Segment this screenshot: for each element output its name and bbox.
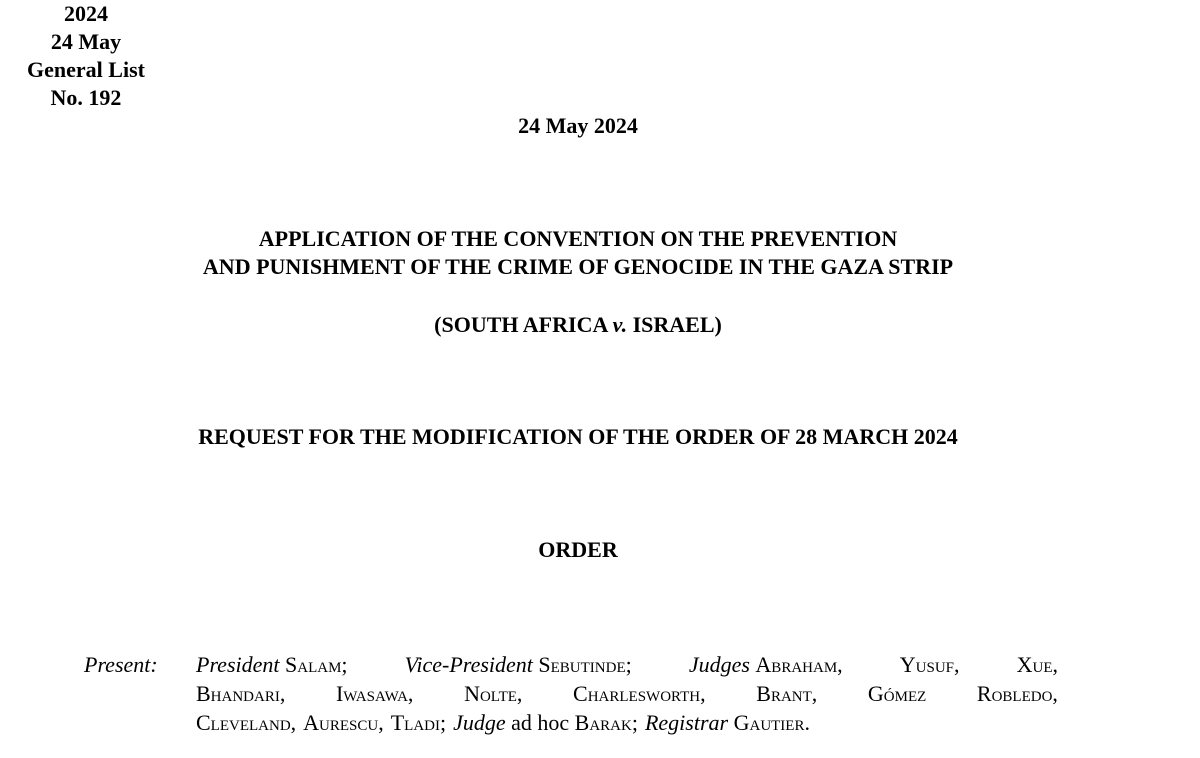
margin-list: General List (27, 57, 145, 82)
judge-name: Bhandari, (196, 681, 286, 706)
judge-name: Robledo, (976, 681, 1058, 706)
present-label: Present: (84, 652, 158, 677)
case-title-line-1: APPLICATION OF THE CONVENTION ON THE PREVENTION (258, 226, 898, 251)
present-line-2 (196, 679, 1058, 708)
document-date: 24 May 2024 (518, 113, 638, 138)
party-applicant: (SOUTH AFRICA (434, 312, 608, 337)
judge-name: Aurescu, (303, 710, 384, 735)
margin-note (0, 0, 172, 112)
judge-name: Nolte, (464, 681, 523, 706)
judge-name: Xue, (1016, 652, 1058, 677)
registrar-entry: Registrar Gautier. (644, 710, 810, 735)
vice-president-entry: Vice-President Sebutinde; (404, 652, 632, 677)
margin-year: 2024 (64, 1, 108, 26)
present-line-3 (196, 708, 1058, 737)
judge-name: Charlesworth, (573, 681, 706, 706)
margin-date: 24 May (50, 29, 122, 54)
case-parties (0, 311, 1156, 339)
judge-ad-hoc-entry: Judge ad hoc Barak; (453, 710, 638, 735)
judge-name: Brant, (756, 681, 818, 706)
request-title: REQUEST FOR THE MODIFICATION OF THE ORDER OF 28 MARCH 2024 (198, 424, 958, 449)
president-entry: President Salam; (196, 652, 348, 677)
judge-name: Tladi; (390, 710, 447, 735)
order-heading: ORDER (538, 537, 618, 562)
judge-name: Gómez (867, 681, 927, 706)
present-list (196, 650, 1058, 737)
judge-name: Iwasawa, (335, 681, 414, 706)
present-line-1 (196, 650, 1058, 679)
margin-number: No. 192 (50, 85, 122, 110)
versus-marker: v. (612, 312, 628, 337)
judges-entry: Judges Abraham, (688, 652, 843, 677)
party-respondent: ISRAEL) (632, 312, 722, 337)
case-title (0, 225, 1156, 281)
judge-name: Yusuf, (899, 652, 960, 677)
judge-name: Cleveland, (196, 710, 297, 735)
case-title-line-2: AND PUNISHMENT OF THE CRIME OF GENOCIDE IN THE GAZA STRIP (202, 254, 954, 279)
